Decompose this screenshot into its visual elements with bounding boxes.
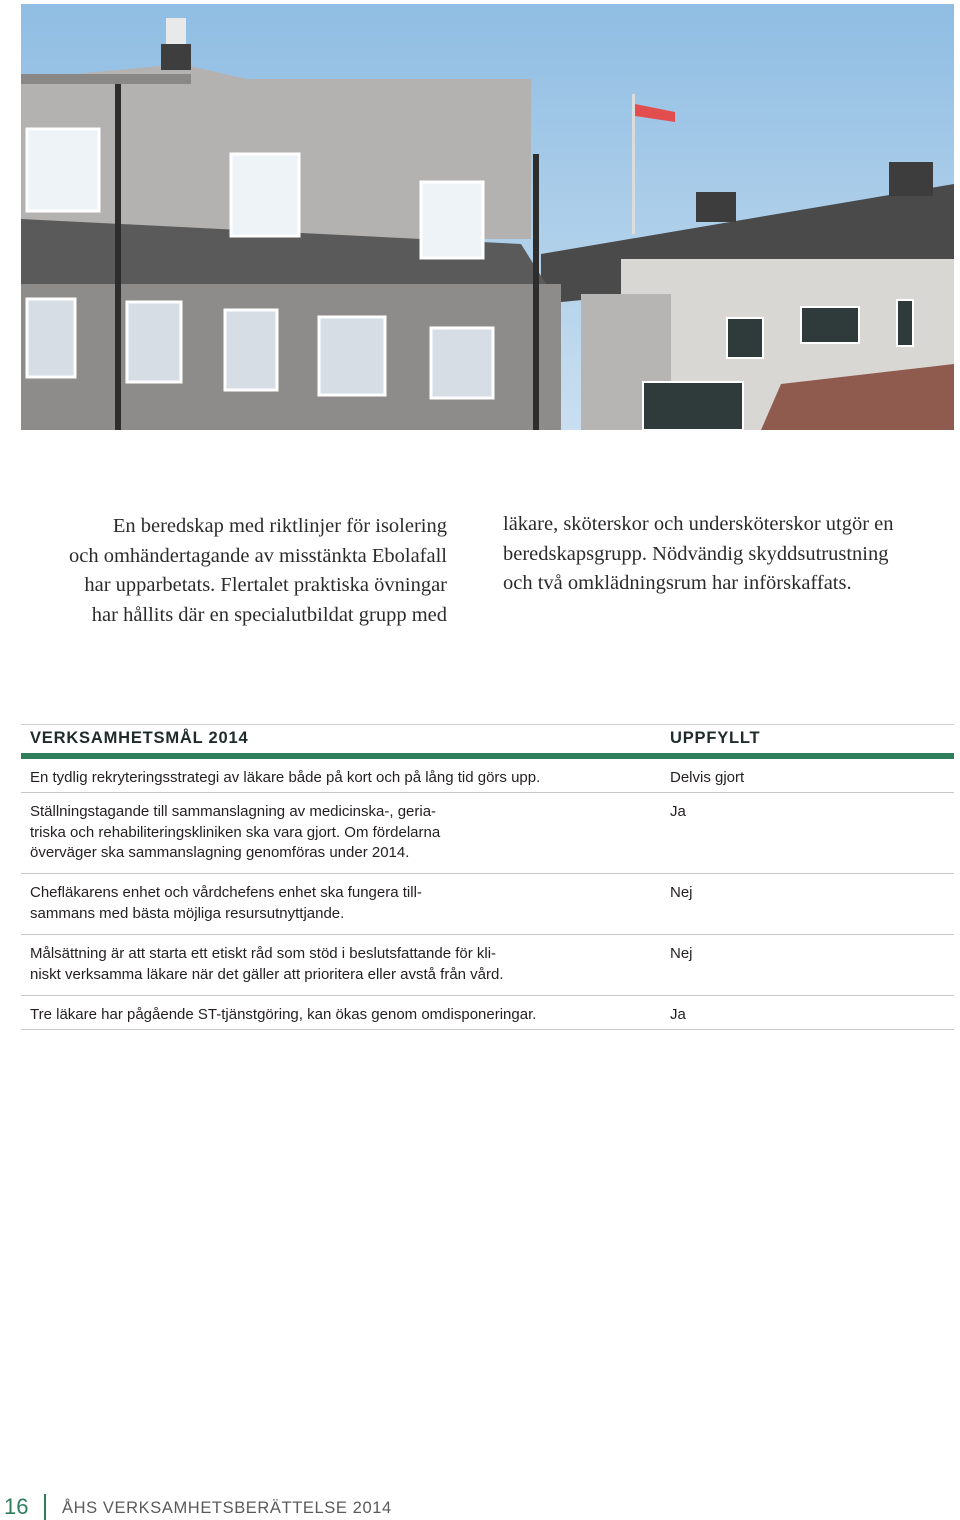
intro-text-right	[503, 510, 943, 599]
goal-status: Nej	[670, 884, 693, 901]
goal-text-line: niskt verksamma läkare när det gäller att prioritera eller avstå från vård.	[30, 965, 504, 983]
goal-text	[30, 1005, 650, 1026]
intro-left-line: En beredskap med riktlinjer för isolering	[112, 515, 447, 537]
goal-status: Delvis gjort	[670, 769, 745, 786]
intro-right-line: och två omklädningsrum har införskaffats.	[503, 572, 852, 594]
status-column-header: UPPFYLLT	[670, 729, 761, 747]
goal-row	[21, 874, 954, 935]
goal-text-line: triska och rehabiliteringskliniken ska vara gjort. Om fördelarna	[30, 823, 441, 841]
goal-row	[21, 793, 954, 874]
page-footer	[0, 1494, 960, 1520]
goal-status: Nej	[670, 945, 693, 962]
goal-text	[30, 883, 650, 924]
intro-left-line: och omhändertagande av misstänkta Ebolafall	[69, 544, 447, 567]
goal-text-line: sammans med bästa möjliga resursutnyttjande.	[30, 904, 345, 922]
goal-text-line: En tydlig rekryteringsstrategi av läkare både på kort och på lång tid görs upp.	[30, 769, 541, 786]
goal-text-line: överväger ska sammanslagning genomföras under 2014.	[30, 844, 410, 861]
goals-table	[21, 724, 954, 1030]
goal-text-line: Chefläkarens enhet och vårdchefens enhet ska fungera till-	[30, 884, 422, 901]
page-number: 16	[4, 1494, 29, 1519]
intro-text-left	[27, 512, 447, 630]
goal-row	[21, 935, 954, 996]
goal-text-line: Tre läkare har pågående ST-tjänstgöring, kan ökas genom omdisponeringar.	[30, 1006, 537, 1023]
intro-left-line: har upparbetats. Flertalet praktiska övningar	[84, 574, 447, 596]
goal-text-line: Ställningstagande till sammanslagning av medicinska-, geria-	[30, 803, 437, 820]
goals-table-header	[21, 724, 954, 759]
goal-status: Ja	[670, 1006, 686, 1023]
publication-title: ÅHS VERKSAMHETSBERÄTTELSE 2014	[62, 1499, 392, 1517]
goal-row	[21, 759, 954, 793]
goal-row	[21, 996, 954, 1030]
hospital-building-photo	[21, 4, 954, 430]
goal-text	[30, 944, 650, 985]
intro-right-line: beredskapsgrupp. Nödvändig skyddsutrustning	[503, 542, 889, 565]
goal-status: Ja	[670, 803, 686, 820]
intro-left-line: har hållits där en specialutbildat grupp med	[91, 603, 447, 626]
goal-column-header: VERKSAMHETSMÅL 2014	[30, 729, 249, 747]
intro-right-line: läkare, sköterskor och undersköterskor utgör en	[503, 513, 894, 535]
goal-text	[30, 802, 650, 864]
footer-divider	[44, 1494, 46, 1520]
goal-text	[30, 768, 650, 789]
goal-text-line: Målsättning är att starta ett etiskt råd som stöd i beslutsfattande för kli-	[30, 945, 497, 962]
